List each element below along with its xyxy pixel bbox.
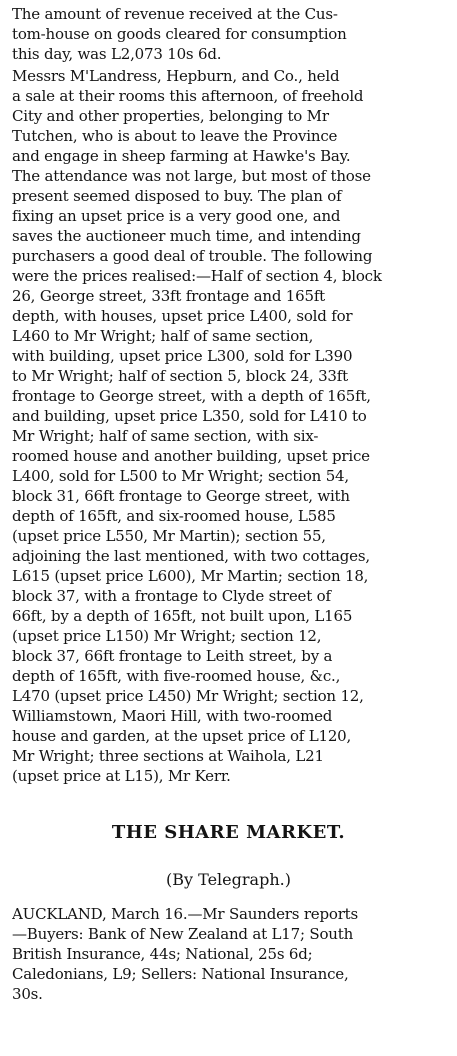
text-line: purchasers a good deal of trouble. The following (12, 247, 373, 265)
text-line: block 31, 66ft frontage to George street, with (12, 487, 350, 505)
text-line: and building, upset price L350, sold for L410 to (12, 407, 367, 425)
text-line: Tutchen, who is about to leave the Province (12, 127, 338, 145)
text-line: The attendance was not large, but most of those (12, 167, 371, 185)
text-line: fixing an upset price is a very good one, and (12, 207, 341, 225)
text-line: a sale at their rooms this afternoon, of freehold (12, 87, 364, 105)
share-market-heading: THE SHARE MARKET. (111, 822, 346, 843)
text-line: L615 (upset price L600), Mr Martin; section 18, (12, 567, 369, 585)
text-line: 66ft, by a depth of 165ft, not built upon, L165 (12, 607, 353, 625)
share-market-subheading: (By Telegraph.) (166, 870, 291, 889)
text-line: saves the auctioneer much time, and intending (12, 227, 361, 245)
text-line: Caledonians, L9; Sellers: National Insurance, (12, 965, 349, 983)
text-line: with building, upset price L300, sold for L390 (12, 347, 353, 365)
text-line: depth, with houses, upset price L400, sold for (12, 307, 353, 325)
text-line: frontage to George street, with a depth of 165ft, (12, 387, 371, 405)
text-line: —Buyers: Bank of New Zealand at L17; South (12, 925, 354, 943)
text-line: block 37, with a frontage to Clyde street of (12, 587, 331, 605)
text-line: L460 to Mr Wright; half of same section, (12, 327, 314, 345)
text-line: adjoining the last mentioned, with two cottages, (12, 547, 370, 565)
text-line: block 37, 66ft frontage to Leith street, by a (12, 647, 333, 665)
text-line: and engage in sheep farming at Hawke's Bay. (12, 147, 351, 165)
text-line: Messrs M'Landress, Hepburn, and Co., held (12, 67, 340, 85)
text-line: (upset price at L15), Mr Kerr. (12, 767, 231, 785)
text-line: depth of 165ft, and six-roomed house, L585 (12, 507, 336, 525)
text-line: L470 (upset price L450) Mr Wright; section 12, (12, 687, 364, 705)
text-line: L400, sold for L500 to Mr Wright; section 54, (12, 467, 349, 485)
text-line: depth of 165ft, with five-roomed house, &c., (12, 667, 341, 685)
text-line: (upset price L150) Mr Wright; section 12, (12, 627, 322, 645)
text-line: Mr Wright; three sections at Waihola, L21 (12, 747, 324, 765)
text-line: Mr Wright; half of same section, with six- (12, 427, 319, 445)
text-line: this day, was L2,073 10s 6d. (12, 45, 222, 63)
text-line: 26, George street, 33ft frontage and 165ft (12, 287, 325, 305)
text-line: were the prices realised:—Half of section 4, block (12, 267, 382, 285)
text-line: The amount of revenue received at the Cus- (12, 5, 338, 23)
text-line: roomed house and another building, upset price (12, 447, 370, 465)
text-line: 30s. (12, 985, 43, 1003)
text-line: Williamstown, Maori Hill, with two-roomed (12, 707, 333, 725)
text-line: City and other properties, belonging to Mr (12, 107, 329, 125)
text-line: (upset price L550, Mr Martin); section 55, (12, 527, 326, 545)
text-line: British Insurance, 44s; National, 25s 6d; (12, 945, 313, 963)
text-line: present seemed disposed to buy. The plan of (12, 187, 342, 205)
text-line: house and garden, at the upset price of L120, (12, 727, 352, 745)
text-line: to Mr Wright; half of section 5, block 24, 33ft (12, 367, 348, 385)
text-line: AUCKLAND, March 16.—Mr Saunders reports (12, 905, 358, 923)
text-line: tom-house on goods cleared for consumption (12, 25, 347, 43)
